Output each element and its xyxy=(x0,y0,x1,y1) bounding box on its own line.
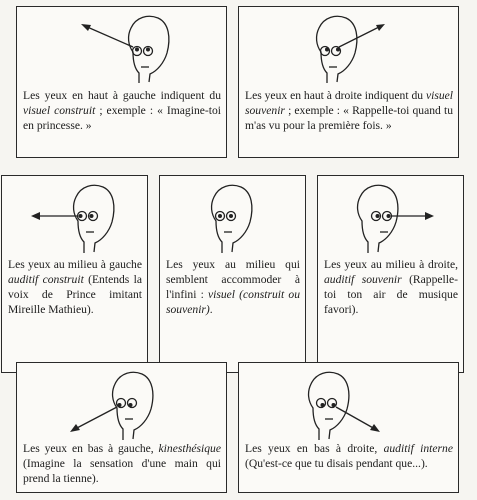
card-text-middle-left: Les yeux au milieu à gauche auditif construit (Entends la voix de Prince imitant Mireille Mathieu). xyxy=(8,258,142,316)
card-down-right xyxy=(238,362,459,493)
card-text-middle-infinity: Les yeux au milieu qui semblent accommoder à l'infini : visuel (construit ou souvenir). xyxy=(166,258,300,316)
face-looking-middle-right-illustration xyxy=(318,176,465,256)
card-text-down-right: Les yeux en bas à droite, auditif interne (Qu'est-ce que tu disais pendant que...). xyxy=(245,442,453,470)
card-middle-left xyxy=(1,175,148,373)
face-looking-up-right-illustration xyxy=(239,7,460,87)
face-looking-middle-left-illustration xyxy=(2,176,149,256)
card-down-left xyxy=(16,362,227,493)
face-looking-down-right-illustration xyxy=(239,363,460,441)
face-looking-ahead-illustration xyxy=(160,176,307,256)
card-text-down-left: Les yeux en bas à gauche, kinesthésique (Imagine la sensation d'une main qui prend la tienne). xyxy=(23,442,221,485)
card-up-left xyxy=(16,6,227,158)
face-looking-up-left-illustration xyxy=(17,7,228,87)
card-text-up-right: Les yeux en haut à droite indiquent du visuel souvenir ; exemple : « Rappelle-toi quand tu m'as vu pour la première fois. » xyxy=(245,89,453,132)
card-middle-infinity xyxy=(159,175,306,373)
card-text-middle-right: Les yeux au milieu à droite, auditif souvenir (Rappelle-toi ton air de musique favori). xyxy=(324,258,458,316)
card-text-up-left: Les yeux en haut à gauche indiquent du visuel construit ; exemple : « Imagine-toi en princesse. » xyxy=(23,89,221,132)
face-looking-down-left-illustration xyxy=(17,363,228,441)
card-up-right xyxy=(238,6,459,158)
card-middle-right xyxy=(317,175,464,373)
